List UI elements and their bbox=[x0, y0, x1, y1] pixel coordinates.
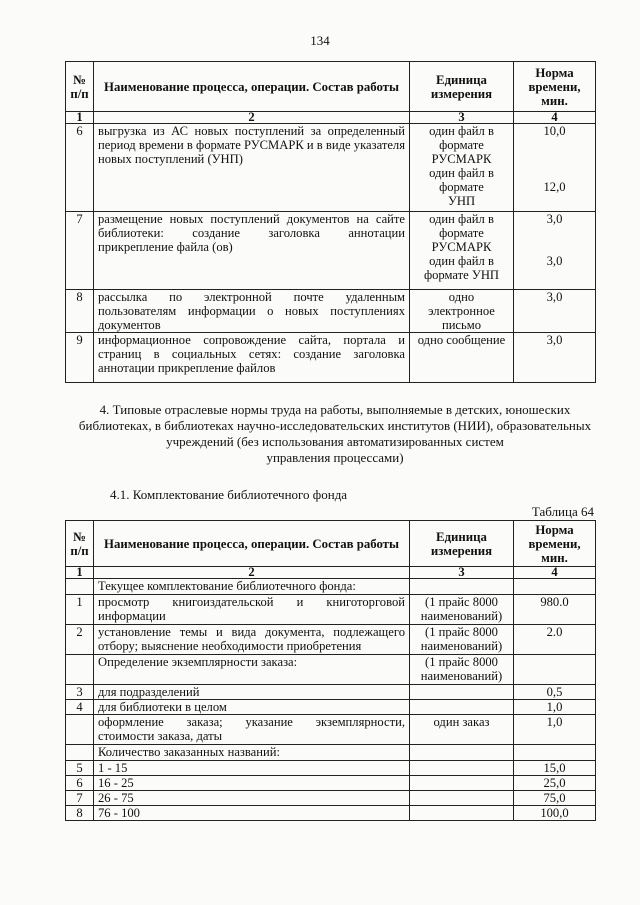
table-row bbox=[66, 290, 596, 333]
table-row bbox=[66, 791, 596, 806]
unit-line: РУСМАРК bbox=[431, 240, 492, 254]
col-number: 2 bbox=[94, 112, 410, 124]
table-row bbox=[66, 745, 596, 761]
row-description: рассылка по электронной почте удаленным пользователям информации о новых поступлениях документов bbox=[94, 290, 410, 333]
row-number: 7 bbox=[66, 791, 94, 806]
norm-value: 3,0 bbox=[546, 212, 563, 226]
row-norm bbox=[514, 333, 596, 383]
col-number: 2 bbox=[94, 567, 410, 579]
col-number: 4 bbox=[514, 567, 596, 579]
row-number: 2 bbox=[66, 625, 94, 655]
unit-line: формате bbox=[439, 180, 484, 194]
row-unit bbox=[410, 745, 514, 761]
row-unit bbox=[410, 700, 514, 715]
row-number: 7 bbox=[66, 212, 94, 290]
table-header-row bbox=[66, 62, 596, 112]
table-row bbox=[66, 685, 596, 700]
row-unit: один заказ bbox=[410, 715, 514, 745]
row-norm: 25,0 bbox=[514, 776, 596, 791]
col-number: 3 bbox=[410, 112, 514, 124]
section-heading bbox=[40, 402, 630, 466]
table-row bbox=[66, 625, 596, 655]
norm-value: 3,0 bbox=[546, 254, 563, 268]
row-number bbox=[66, 655, 94, 685]
row-norm: 0,5 bbox=[514, 685, 596, 700]
page-number: 134 bbox=[310, 33, 330, 48]
row-unit: (1 прайс 8000 наименований) bbox=[410, 625, 514, 655]
section-heading-line: библиотеках, в библиотеках научно-исследовательских институтов (НИИ), образовательных bbox=[78, 418, 592, 433]
col-number: 1 bbox=[66, 112, 94, 124]
row-norm: 2.0 bbox=[514, 625, 596, 655]
row-description: 1 - 15 bbox=[94, 761, 410, 776]
row-description: Текущее комплектование библиотечного фонда: bbox=[94, 579, 410, 595]
row-unit bbox=[410, 124, 514, 212]
row-unit bbox=[410, 776, 514, 791]
norms-table-continued bbox=[65, 61, 596, 383]
row-norm: 1,0 bbox=[514, 700, 596, 715]
unit-line: формате УНП bbox=[423, 268, 500, 282]
row-unit bbox=[410, 685, 514, 700]
table-row bbox=[66, 595, 596, 625]
row-description: выгрузка из АС новых поступлений за определенный период времени в формате РУСМАРК и в виде указателя новых поступлений (УНП) bbox=[94, 124, 410, 212]
row-description: для библиотеки в целом bbox=[94, 700, 410, 715]
row-norm bbox=[514, 745, 596, 761]
row-number: 8 bbox=[66, 806, 94, 821]
row-unit bbox=[410, 290, 514, 333]
row-norm: 75,0 bbox=[514, 791, 596, 806]
header-num: № п/п bbox=[66, 521, 94, 567]
row-norm: 100,0 bbox=[514, 806, 596, 821]
section-heading-line: учреждений (без использования автоматизированных систем bbox=[166, 434, 504, 449]
row-unit bbox=[410, 791, 514, 806]
table-row bbox=[66, 212, 596, 290]
row-number: 3 bbox=[66, 685, 94, 700]
row-description: Определение экземплярности заказа: bbox=[94, 655, 410, 685]
unit-line: формате bbox=[439, 226, 484, 240]
header-num: № п/п bbox=[66, 62, 94, 112]
row-unit bbox=[410, 806, 514, 821]
row-number: 6 bbox=[66, 124, 94, 212]
row-number: 5 bbox=[66, 761, 94, 776]
header-norm: Норма времени, мин. bbox=[514, 62, 596, 112]
norms-table-64 bbox=[65, 520, 596, 821]
row-unit bbox=[410, 761, 514, 776]
table-row bbox=[66, 333, 596, 383]
col-number: 3 bbox=[410, 567, 514, 579]
row-number bbox=[66, 745, 94, 761]
norm-value: 10,0 bbox=[543, 124, 566, 138]
table-row bbox=[66, 806, 596, 821]
subsection-title: 4.1. Комплектование библиотечного фонда bbox=[110, 487, 348, 502]
row-description: размещение новых поступлений документов на сайте библиотеки: создание заголовка аннотации прикрепление файла (ов) bbox=[94, 212, 410, 290]
table-row bbox=[66, 700, 596, 715]
row-description: информационное сопровождение сайта, портала и страниц в социальных сетях: создание заголовка аннотации прикрепление файлов bbox=[94, 333, 410, 383]
row-number bbox=[66, 715, 94, 745]
table-label: Таблица 64 bbox=[531, 504, 594, 519]
unit-line: один файл в bbox=[429, 254, 494, 268]
row-description: установление темы и вида документа, подлежащего отбору; выяснение необходимости приобретения bbox=[94, 625, 410, 655]
unit-line: один файл в bbox=[429, 166, 494, 180]
unit-line: один файл в bbox=[429, 124, 494, 138]
unit-line: письмо bbox=[441, 318, 482, 332]
row-norm bbox=[514, 655, 596, 685]
header-name: Наименование процесса, операции. Состав работы bbox=[94, 521, 410, 567]
unit-line: электронное bbox=[428, 304, 495, 318]
row-norm bbox=[514, 579, 596, 595]
unit-line: УНП bbox=[447, 194, 476, 208]
table-row bbox=[66, 655, 596, 685]
row-number bbox=[66, 579, 94, 595]
row-norm: 15,0 bbox=[514, 761, 596, 776]
norm-value: 3,0 bbox=[546, 333, 563, 347]
col-number: 1 bbox=[66, 567, 94, 579]
row-unit bbox=[410, 212, 514, 290]
row-number: 1 bbox=[66, 595, 94, 625]
row-description: 26 - 75 bbox=[94, 791, 410, 806]
row-description: 76 - 100 bbox=[94, 806, 410, 821]
column-numbers-row bbox=[66, 567, 596, 579]
row-unit bbox=[410, 333, 514, 383]
table-row bbox=[66, 579, 596, 595]
unit-line: одно bbox=[448, 290, 475, 304]
section-heading-line: 4. Типовые отраслевые нормы труда на работы, выполняемые в детских, юношеских bbox=[99, 402, 571, 417]
row-description: просмотр книгоиздательской и книготорговой информации bbox=[94, 595, 410, 625]
header-name: Наименование процесса, операции. Состав работы bbox=[94, 62, 410, 112]
col-number: 4 bbox=[514, 112, 596, 124]
row-norm bbox=[514, 290, 596, 333]
header-norm: Норма времени, мин. bbox=[514, 521, 596, 567]
table-row bbox=[66, 715, 596, 745]
row-number: 6 bbox=[66, 776, 94, 791]
row-unit: (1 прайс 8000 наименований) bbox=[410, 595, 514, 625]
row-description: Количество заказанных названий: bbox=[94, 745, 410, 761]
table-row bbox=[66, 776, 596, 791]
header-unit: Единица измерения bbox=[410, 62, 514, 112]
row-number: 4 bbox=[66, 700, 94, 715]
section-heading-line: управления процессами) bbox=[266, 450, 404, 465]
row-number: 9 bbox=[66, 333, 94, 383]
header-unit: Единица измерения bbox=[410, 521, 514, 567]
row-norm: 980.0 bbox=[514, 595, 596, 625]
table-row bbox=[66, 124, 596, 212]
unit-line: одно сообщение bbox=[417, 333, 506, 347]
column-numbers-row bbox=[66, 112, 596, 124]
norm-value: 3,0 bbox=[546, 290, 563, 304]
row-unit: (1 прайс 8000 наименований) bbox=[410, 655, 514, 685]
norm-value: 12,0 bbox=[543, 180, 566, 194]
row-unit bbox=[410, 579, 514, 595]
table-header-row bbox=[66, 521, 596, 567]
row-norm bbox=[514, 124, 596, 212]
unit-line: один файл в bbox=[429, 212, 494, 226]
row-description: для подразделений bbox=[94, 685, 410, 700]
unit-line: формате bbox=[439, 138, 484, 152]
row-norm: 1,0 bbox=[514, 715, 596, 745]
row-number: 8 bbox=[66, 290, 94, 333]
unit-line: РУСМАРК bbox=[431, 152, 492, 166]
row-description: оформление заказа; указание экземплярности, стоимости заказа, даты bbox=[94, 715, 410, 745]
row-norm bbox=[514, 212, 596, 290]
row-description: 16 - 25 bbox=[94, 776, 410, 791]
table-row bbox=[66, 761, 596, 776]
